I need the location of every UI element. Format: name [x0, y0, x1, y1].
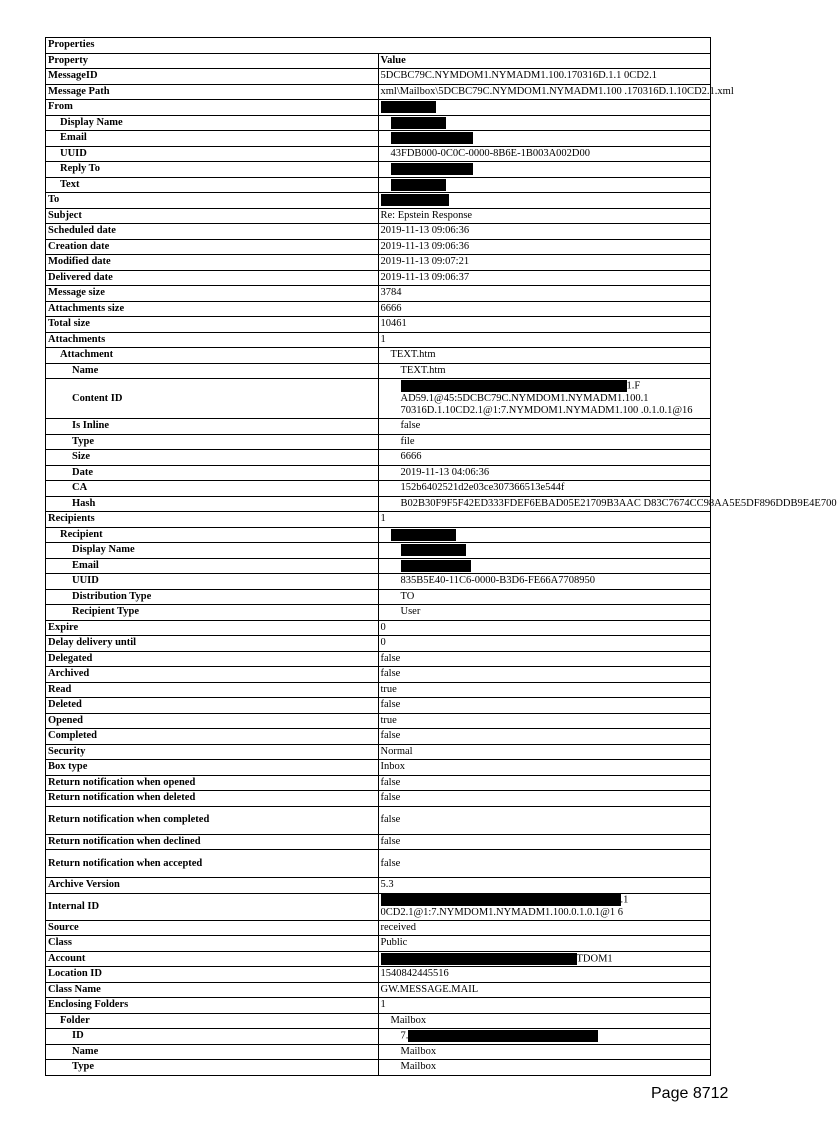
- property-value: [378, 379, 711, 419]
- property-label: Return notification when opened: [46, 775, 379, 791]
- property-value: [378, 131, 711, 147]
- property-value: true: [378, 682, 711, 698]
- table-row: [46, 379, 711, 419]
- property-value: Re: Epstein Response: [378, 208, 711, 224]
- table-row: [46, 936, 711, 952]
- table-row: [46, 834, 711, 850]
- property-label: Display Name: [46, 543, 379, 559]
- table-row: [46, 419, 711, 435]
- property-label: Return notification when accepted: [46, 850, 379, 878]
- table-row: [46, 543, 711, 559]
- property-label: Recipients: [46, 512, 379, 528]
- property-label: Archive Version: [46, 878, 379, 894]
- table-row: [46, 84, 711, 100]
- property-value: false: [378, 806, 711, 834]
- property-label: Display Name: [46, 115, 379, 131]
- property-label: UUID: [46, 574, 379, 590]
- redaction-block: [381, 194, 449, 206]
- property-label: Type: [46, 1060, 379, 1076]
- table-row: [46, 69, 711, 85]
- table-row: [46, 115, 711, 131]
- redaction-block: [381, 101, 436, 113]
- page-number: Page 8712: [651, 1085, 729, 1102]
- redaction-block: [391, 179, 446, 191]
- property-label: Internal ID: [46, 893, 379, 920]
- property-label: Creation date: [46, 239, 379, 255]
- property-value: 1: [378, 512, 711, 528]
- property-value: false: [378, 729, 711, 745]
- property-value: 1540842445516: [378, 967, 711, 983]
- table-row: [46, 605, 711, 621]
- property-label: Message size: [46, 286, 379, 302]
- property-label: Class Name: [46, 982, 379, 998]
- property-label: Opened: [46, 713, 379, 729]
- value-fragment: 1.F: [626, 380, 641, 392]
- property-value: true: [378, 713, 711, 729]
- table-row: [46, 146, 711, 162]
- column-header-property: Property: [46, 53, 379, 69]
- property-value: 6666: [378, 450, 711, 466]
- property-value: 1: [378, 332, 711, 348]
- property-value: Mailbox: [378, 1013, 711, 1029]
- property-value: [378, 527, 711, 543]
- table-row: [46, 348, 711, 364]
- table-row: [46, 698, 711, 714]
- table-row: [46, 744, 711, 760]
- redaction-block: [391, 117, 446, 129]
- table-row: [46, 878, 711, 894]
- property-value: 0: [378, 636, 711, 652]
- property-value: received: [378, 920, 711, 936]
- property-label: Attachments size: [46, 301, 379, 317]
- property-label: Modified date: [46, 255, 379, 271]
- property-label: Source: [46, 920, 379, 936]
- property-value: TO: [378, 589, 711, 605]
- property-value: 835B5E40-11C6-0000-B3D6-FE66A7708950: [378, 574, 711, 590]
- property-label: Account: [46, 951, 379, 967]
- table-row: [46, 713, 711, 729]
- table-row: [46, 558, 711, 574]
- property-label: Enclosing Folders: [46, 998, 379, 1014]
- value-fragment: .1: [620, 894, 629, 906]
- property-value: Mailbox: [378, 1060, 711, 1076]
- property-value: 2019-11-13 09:07:21: [378, 255, 711, 271]
- value-line: [381, 894, 709, 906]
- value-text: 7.: [400, 1030, 409, 1042]
- property-label: MessageID: [46, 69, 379, 85]
- property-value: Inbox: [378, 760, 711, 776]
- table-row: [46, 1029, 711, 1045]
- property-value: Mailbox: [378, 1044, 711, 1060]
- property-label: Email: [46, 558, 379, 574]
- property-label: Class: [46, 936, 379, 952]
- property-value: 1: [378, 998, 711, 1014]
- property-label: Name: [46, 1044, 379, 1060]
- table-row: [46, 332, 711, 348]
- table-row: [46, 1013, 711, 1029]
- property-label: Total size: [46, 317, 379, 333]
- property-value: [378, 558, 711, 574]
- property-value: [378, 893, 711, 920]
- property-label: CA: [46, 481, 379, 497]
- property-value: 3784: [378, 286, 711, 302]
- table-row: [46, 589, 711, 605]
- property-value: [378, 543, 711, 559]
- property-value: false: [378, 850, 711, 878]
- column-header-value: Value: [378, 53, 711, 69]
- table-row: [46, 651, 711, 667]
- property-label: Expire: [46, 620, 379, 636]
- table-row: [46, 239, 711, 255]
- property-value: 2019-11-13 09:06:36: [378, 224, 711, 240]
- value-text: TDOM1: [576, 952, 613, 964]
- property-value: Public: [378, 936, 711, 952]
- property-label: Delay delivery until: [46, 636, 379, 652]
- property-label: Completed: [46, 729, 379, 745]
- table-row: [46, 208, 711, 224]
- table-row: [46, 317, 711, 333]
- property-label: Name: [46, 363, 379, 379]
- property-value: 2019-11-13 04:06:36: [378, 465, 711, 481]
- property-value: [378, 115, 711, 131]
- table-row: [46, 224, 711, 240]
- table-row: [46, 100, 711, 116]
- table-row: [46, 967, 711, 983]
- redaction-block: [391, 132, 473, 144]
- property-value: 2019-11-13 09:06:37: [378, 270, 711, 286]
- property-label: Recipient Type: [46, 605, 379, 621]
- property-label: Attachments: [46, 332, 379, 348]
- property-label: To: [46, 193, 379, 209]
- property-value: 152b6402521d2e03ce307366513e544f: [378, 481, 711, 497]
- table-row: [46, 527, 711, 543]
- property-label: Delegated: [46, 651, 379, 667]
- property-label: Message Path: [46, 84, 379, 100]
- property-value: [378, 951, 711, 967]
- property-label: Scheduled date: [46, 224, 379, 240]
- table-row: [46, 286, 711, 302]
- property-value: false: [378, 834, 711, 850]
- property-label: Return notification when completed: [46, 806, 379, 834]
- table-row: [46, 667, 711, 683]
- table-row: [46, 301, 711, 317]
- redaction-block: [401, 544, 466, 556]
- property-value: 10461: [378, 317, 711, 333]
- property-value: 2019-11-13 09:06:36: [378, 239, 711, 255]
- table-row: [46, 162, 711, 178]
- property-value: 6666: [378, 301, 711, 317]
- property-value: 0: [378, 620, 711, 636]
- redaction-block: [381, 894, 621, 906]
- property-label: Recipient: [46, 527, 379, 543]
- table-row: [46, 620, 711, 636]
- property-label: Type: [46, 434, 379, 450]
- property-value: file: [378, 434, 711, 450]
- redaction-block: [408, 1030, 598, 1042]
- property-value: User: [378, 605, 711, 621]
- property-label: Attachment: [46, 348, 379, 364]
- value-line: 0CD2.1@1:7.NYMDOM1.NYMADM1.100.0.1.0.1@1 6: [380, 906, 623, 918]
- table-row: [46, 636, 711, 652]
- table-row: [46, 574, 711, 590]
- property-label: Email: [46, 131, 379, 147]
- property-label: Return notification when declined: [46, 834, 379, 850]
- table-row: [46, 982, 711, 998]
- property-value: 5DCBC79C.NYMDOM1.NYMADM1.100.170316D.1.1 0CD2.1: [378, 69, 711, 85]
- property-value: B02B30F9F5F42ED333FDEF6EBAD05E21709B3AAC D83C7674CC98AA5E5DF896DDB9E4E700: [378, 496, 711, 512]
- table-row: [46, 481, 711, 497]
- property-label: UUID: [46, 146, 379, 162]
- table-title: Properties: [46, 38, 711, 54]
- property-label: Hash: [46, 496, 379, 512]
- property-value: GW.MESSAGE.MAIL: [378, 982, 711, 998]
- table-row: [46, 791, 711, 807]
- property-label: Text: [46, 177, 379, 193]
- table-row: [46, 465, 711, 481]
- property-label: Return notification when deleted: [46, 791, 379, 807]
- table-row: [46, 270, 711, 286]
- property-value: [378, 193, 711, 209]
- column-header-row: [46, 53, 711, 69]
- redaction-block: [391, 163, 473, 175]
- table-row: [46, 177, 711, 193]
- table-row: [46, 893, 711, 920]
- property-label: Folder: [46, 1013, 379, 1029]
- property-label: Date: [46, 465, 379, 481]
- property-value: [378, 100, 711, 116]
- value-line: AD59.1@45:5DCBC79C.NYMDOM1.NYMADM1.100.1: [400, 392, 649, 404]
- property-label: Is Inline: [46, 419, 379, 435]
- table-row: [46, 775, 711, 791]
- property-value: xml\Mailbox\5DCBC79C.NYMDOM1.NYMADM1.100 .170316D.1.10CD2.1.xml: [378, 84, 711, 100]
- property-value: false: [378, 775, 711, 791]
- redaction-block: [401, 380, 627, 392]
- table-row: [46, 1044, 711, 1060]
- property-label: ID: [46, 1029, 379, 1045]
- property-label: From: [46, 100, 379, 116]
- redaction-block: [381, 953, 577, 965]
- property-value: [378, 162, 711, 178]
- property-label: Reply To: [46, 162, 379, 178]
- table-row: [46, 850, 711, 878]
- table-row: [46, 496, 711, 512]
- table-row: [46, 363, 711, 379]
- property-value: 5.3: [378, 878, 711, 894]
- property-label: Box type: [46, 760, 379, 776]
- table-row: [46, 193, 711, 209]
- table-row: [46, 1060, 711, 1076]
- property-value: 43FDB000-0C0C-0000-8B6E-1B003A002D00: [378, 146, 711, 162]
- property-label: Delivered date: [46, 270, 379, 286]
- property-label: Security: [46, 744, 379, 760]
- property-value: false: [378, 791, 711, 807]
- table-title-row: [46, 38, 711, 54]
- property-value: false: [378, 651, 711, 667]
- property-value: false: [378, 419, 711, 435]
- table-row: [46, 951, 711, 967]
- property-label: Size: [46, 450, 379, 466]
- property-label: Content ID: [46, 379, 379, 419]
- table-row: [46, 512, 711, 528]
- property-value: TEXT.htm: [378, 363, 711, 379]
- table-row: [46, 806, 711, 834]
- table-row: [46, 998, 711, 1014]
- table-row: [46, 682, 711, 698]
- redaction-block: [391, 529, 456, 541]
- table-row: [46, 131, 711, 147]
- property-value: [378, 177, 711, 193]
- table-row: [46, 729, 711, 745]
- property-label: Archived: [46, 667, 379, 683]
- property-value: Normal: [378, 744, 711, 760]
- value-line: [401, 380, 709, 392]
- value-line: 70316D.1.10CD2.1@1:7.NYMDOM1.NYMADM1.100 .0.1.0.1@16: [400, 404, 693, 416]
- properties-table: [45, 37, 837, 1076]
- property-value: false: [378, 667, 711, 683]
- redaction-block: [401, 560, 471, 572]
- property-label: Read: [46, 682, 379, 698]
- table-row: [46, 920, 711, 936]
- table-row: [46, 760, 711, 776]
- property-label: Location ID: [46, 967, 379, 983]
- table-row: [46, 450, 711, 466]
- property-value: [378, 1029, 711, 1045]
- property-value: false: [378, 698, 711, 714]
- property-label: Distribution Type: [46, 589, 379, 605]
- table-row: [46, 434, 711, 450]
- property-label: Deleted: [46, 698, 379, 714]
- property-label: Subject: [46, 208, 379, 224]
- table-row: [46, 255, 711, 271]
- property-value: TEXT.htm: [378, 348, 711, 364]
